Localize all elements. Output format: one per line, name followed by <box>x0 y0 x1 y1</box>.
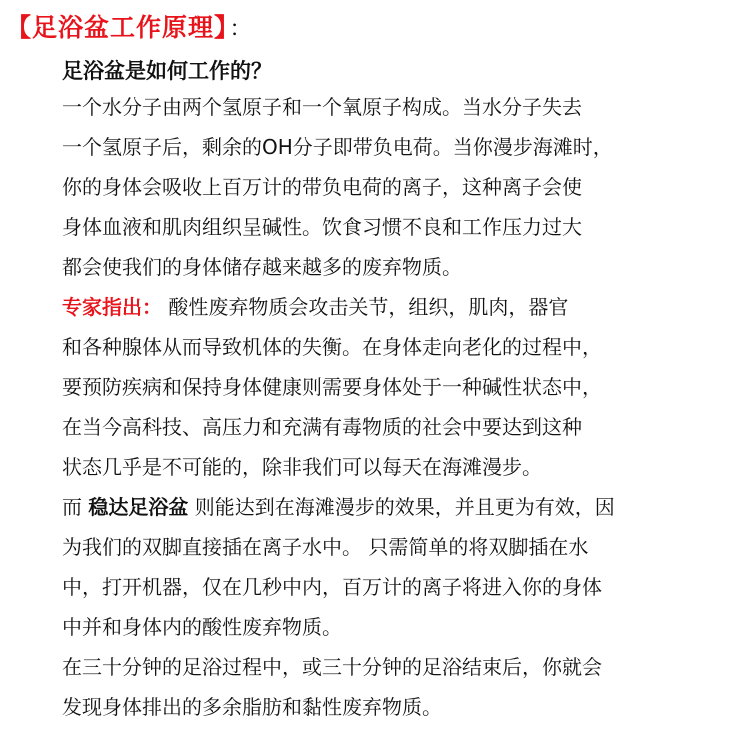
paragraph-line: 为我们的双脚直接插在离子水中。 只需简单的将双脚插在水 <box>62 535 589 559</box>
paragraph-line: 和各种腺体从而导致机体的失衡。在身体走向老化的过程中， <box>62 335 602 359</box>
expert-first-line <box>62 297 568 317</box>
paragraph-line: 状态几乎是不可能的，除非我们可以每天在海滩漫步。 <box>62 455 542 479</box>
paragraph-line: 在三十分钟的足浴过程中，或三十分钟的足浴结束后，你就会 <box>62 655 602 679</box>
paragraph-line: 中，打开机器，仅在几秒中内，百万计的离子将进入你的身体 <box>62 575 602 599</box>
brand-name: 稳达足浴盆 <box>88 495 189 519</box>
paragraph-line: 你的身体会吸收上百万计的带负电荷的离子，这种离子会使 <box>62 175 582 199</box>
paragraph-line: 发现身体排出的多余脂肪和黏性废弃物质。 <box>62 695 442 719</box>
paragraph-line: 一个水分子由两个氢原子和一个氧原子构成。当水分子失去 <box>62 95 582 119</box>
paragraph-line: 身体血液和肌肉组织呈碱性。饮食习惯不良和工作压力过大 <box>62 215 582 239</box>
product-text: 则能达到在海滩漫步的效果，并且更为有效，因 <box>188 495 615 519</box>
product-first-line <box>62 497 615 517</box>
paragraph-line: 在当今高科技、高压力和充满有毒物质的社会中要达到这种 <box>62 415 582 439</box>
section-title: 【足浴盆工作原理】 <box>6 13 228 42</box>
paragraph-line: 中并和身体内的酸性废弃物质。 <box>62 615 342 639</box>
paragraph-line: 都会使我们的身体储存越来越多的废弃物质。 <box>62 255 462 279</box>
product-prefix: 而 <box>62 495 89 519</box>
heading-colon: ： <box>229 17 253 42</box>
paragraph-line: 一个氢原子后，剩余的OH分子即带负电荷。当你漫步海滩时， <box>62 135 613 159</box>
question-heading: 足浴盆是如何工作的？ <box>62 59 272 83</box>
expert-text: 酸性废弃物质会攻击关节，组织，肌肉，器官 <box>162 295 569 319</box>
paragraph-line: 要预防疾病和保持身体健康则需要身体处于一种碱性状态中， <box>62 375 602 399</box>
expert-label: 专家指出： <box>62 295 162 319</box>
section-heading <box>6 8 253 44</box>
